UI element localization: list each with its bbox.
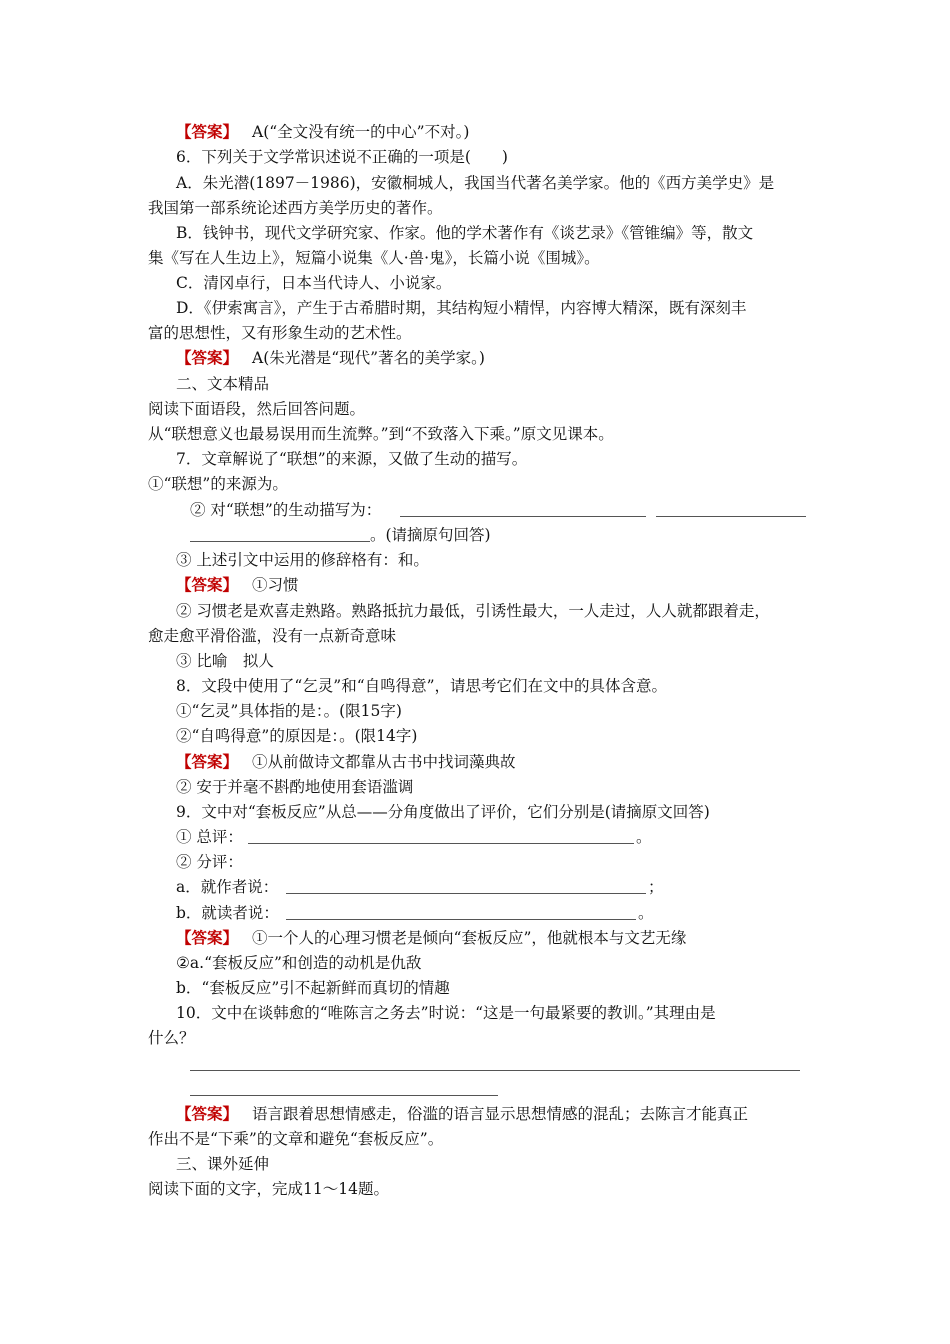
question-8: 8．文段中使用了“乞灵”和“自鸣得意”，请思考它们在文中的具体含意。 [176,677,668,695]
q9-overall-end: 。 [636,828,652,846]
answer-tag: 【答案】 [176,122,239,141]
question-6: 6．下列关于文学常识述说不正确的一项是( ) [176,148,508,166]
answer-blank-line[interactable] [286,893,646,894]
q9-author-end: ； [648,878,664,896]
q8-part-1: ①“乞灵”具体指的是：。(限15字) [176,702,402,720]
answer-7-part-2-cont: 愈走愈平滑俗滥，没有一点新奇意味 [148,627,397,645]
section-3-heading: 三、课外延伸 [176,1155,270,1173]
q6-option-a: A．朱光潜(1897－1986)，安徽桐城人，我国当代著名美学家。他的《西方美学史》是 [176,174,775,192]
answer-tag: 【答案】 [176,752,239,771]
answer-8: 【答案】 ①从前做诗文都靠从古书中找词藻典故 [176,752,516,771]
excerpt-range: 从“联想意义也最易误用而生流弊。”到“不致落入下乘。”原文见课本。 [148,425,614,443]
answer-6: 【答案】 A(朱光潜是“现代”著名的美学家。) [176,348,485,367]
q7-part-2-note: 。(请摘原句回答) [370,526,491,544]
q8-part-2: ②“自鸣得意”的原因是：。(限14字) [176,727,418,745]
q6-option-d-cont: 富的思想性，又有形象生动的艺术性。 [148,324,412,342]
q7-part-1: ①“联想”的来源为。 [148,475,288,493]
answer-tag: 【答案】 [176,928,239,947]
answer-9-part-2b: b．“套板反应”引不起新鲜而真切的情趣 [176,979,450,997]
question-10-cont: 什么？ [148,1029,195,1047]
question-7: 7．文章解说了“联想”的来源，又做了生动的描写。 [176,450,528,468]
answer-tag: 【答案】 [176,575,239,594]
answer-blank-line[interactable] [286,919,636,920]
reading-instruction-1: 阅读下面语段，然后回答问题。 [148,400,366,418]
reading-instruction-2: 阅读下面的文字，完成11～14题。 [148,1180,389,1198]
answer-tag: 【答案】 [176,348,239,367]
q9-partial: ② 分评： [176,853,243,871]
q6-option-d: D．《伊索寓言》，产生于古希腊时期，其结构短小精悍，内容博大精深，既有深刻丰 [176,299,747,317]
answer-10: 【答案】 语言跟着思想情感走，俗滥的语言显示思想情感的混乱；去陈言才能真正 [176,1104,749,1123]
q9-reader-end: 。 [638,904,654,922]
answer-blank-line[interactable] [248,843,634,844]
answer-blank-line[interactable] [400,516,646,517]
question-9: 9．文中对“套板反应”从总——分角度做出了评价，它们分别是(请摘原文回答) [176,803,710,821]
answer-9-part-2a: ②a.“套板反应”和创造的动机是仇敌 [176,954,422,972]
answer-tag: 【答案】 [176,1104,239,1123]
q6-option-a-cont: 我国第一部系统论述西方美学历史的著作。 [148,199,443,217]
q9-author: a．就作者说： [176,878,279,896]
answer-9: 【答案】 ①一个人的心理习惯老是倾向“套板反应”，他就根本与文艺无缘 [176,928,687,947]
q9-overall: ① 总评： [176,828,243,846]
answer-blank-line[interactable] [190,1095,498,1096]
question-10: 10．文中在谈韩愈的“唯陈言之务去”时说：“这是一句最紧要的教训。”其理由是 [176,1004,716,1022]
answer-7: 【答案】 ①习惯 [176,575,299,594]
answer-8-part-2: ② 安于并毫不斟酌地使用套语滥调 [176,778,414,796]
q7-part-2: ② 对“联想”的生动描写为： [190,501,382,519]
section-2-heading: 二、文本精品 [176,375,270,393]
q9-reader: b．就读者说： [176,904,279,922]
q6-option-b: B．钱钟书，现代文学研究家、作家。他的学术著作有《谈艺录》《管锥编》等，散文 [176,224,754,242]
answer-blank-line[interactable] [656,516,806,517]
answer-10-cont: 作出不是“下乘”的文章和避免“套板反应”。 [148,1130,444,1148]
answer-7-part-3: ③ 比喻 拟人 [176,652,274,670]
answer-blank-line[interactable] [190,1070,800,1071]
q7-part-3: ③ 上述引文中运用的修辞格有：和。 [176,551,429,569]
q6-option-b-cont: 集《写在人生边上》，短篇小说集《人·兽·鬼》，长篇小说《围城》。 [148,249,600,267]
answer-7-part-2: ② 习惯老是欢喜走熟路。熟路抵抗力最低，引诱性最大，一人走过，人人就都跟着走， [176,602,770,620]
answer-5: 【答案】 A(“全文没有统一的中心”不对。) [176,122,470,141]
answer-blank-line[interactable] [190,541,370,542]
q6-option-c: C．清冈卓行，日本当代诗人、小说家。 [176,274,452,292]
